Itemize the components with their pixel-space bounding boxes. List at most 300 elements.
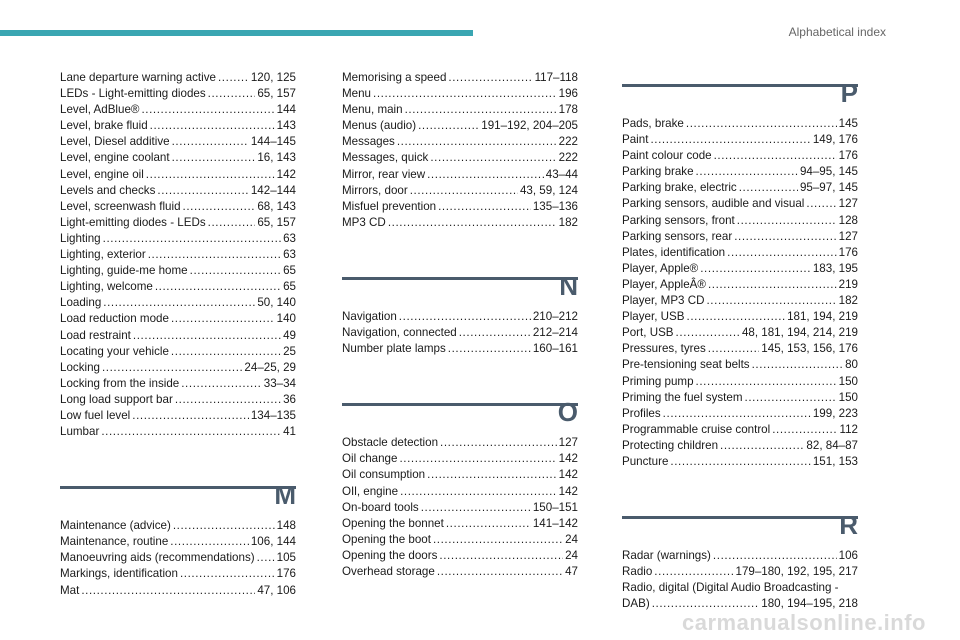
index-term: Priming the fuel system [622,390,743,404]
index-entry[interactable] [60,408,296,424]
index-entry[interactable] [60,328,296,344]
index-pages: 128 [838,213,858,227]
index-term: Locking from the inside [60,376,180,390]
dot-leader [663,406,811,422]
index-entry[interactable] [622,357,858,373]
dot-leader [696,164,798,180]
index-pages: 179–180, 192, 195, 217 [735,565,858,579]
index-term: Level, engine coolant [60,151,170,165]
index-entry[interactable] [342,167,578,183]
index-term: Menu [342,87,372,101]
index-term: Parking brake, electric [622,181,737,195]
index-term: Paint colour code [622,149,712,163]
index-entry[interactable] [622,164,858,180]
index-pages: 176 [838,245,858,259]
index-term: Locating your vehicle [60,344,169,358]
index-term: Mirrors, door [342,183,408,197]
dot-leader [714,148,837,164]
dot-leader [172,150,256,166]
section-letter: P [840,78,858,108]
index-pages: 151, 153 [812,454,858,468]
index-pages: 127 [558,436,578,450]
index-entry[interactable] [342,564,578,580]
index-entry[interactable] [622,309,858,325]
index-entry[interactable] [60,583,296,599]
index-pages: 191–192, 204–205 [481,119,578,133]
index-pages: 65 [283,280,296,294]
index-pages: 143 [276,119,296,133]
dot-leader [700,261,811,277]
index-pages: 95–97, 145 [799,181,858,195]
index-pages: 150–151 [532,500,578,514]
dot-leader [737,213,837,229]
index-term: Pressures, tyres [622,342,706,356]
dot-leader [439,548,563,564]
dot-leader [397,134,557,150]
index-term: Low fuel level [60,408,131,422]
index-entry[interactable] [622,341,858,357]
section-header-p [622,74,858,116]
index-pages: 145 [838,117,858,130]
index-entry[interactable] [60,86,296,102]
section-letter: O [557,397,578,428]
index-entry[interactable] [342,118,578,134]
dot-leader [102,360,242,376]
dot-leader [459,325,531,341]
index-term: Parking brake [622,165,694,179]
index-pages: 135–136 [532,199,578,213]
index-term: Pads, brake [622,117,684,130]
dot-leader [433,532,563,548]
dot-leader [373,86,557,102]
index-pages: 33–34 [263,376,296,390]
dot-leader [103,231,281,247]
index-entry[interactable] [622,390,858,406]
index-pages: 142–144 [250,183,296,197]
dot-leader [173,518,275,534]
dot-leader [399,309,531,325]
index-entry[interactable] [342,548,578,564]
index-term: Memorising a speed [342,71,447,84]
index-term: Opening the doors [342,548,438,562]
index-entry[interactable] [622,454,858,470]
dot-leader [650,132,810,148]
index-pages: 106 [838,549,858,563]
index-pages: 127 [838,197,858,211]
index-term: Mat [60,583,80,597]
dot-leader [696,374,837,390]
index-term: Mirror, rear view [342,167,426,181]
dot-leader [133,328,281,344]
dot-leader [448,70,532,86]
index-entry[interactable] [60,279,296,295]
section-gap [342,357,578,393]
dot-leader [170,534,249,550]
watermark: carmanualsonline.info [682,610,926,635]
index-term: Markings, identification [60,567,178,581]
index-term: Levels and checks [60,183,156,197]
dot-leader [421,500,531,516]
index-pages: 80 [845,358,858,372]
dot-leader [257,550,275,566]
dot-leader [175,392,281,408]
dot-leader [437,564,563,580]
index-entry[interactable] [342,150,578,166]
index-term: Level, AdBlue® [60,103,140,117]
dot-leader [155,279,281,295]
index-entry[interactable] [342,532,578,548]
index-term: Lighting, exterior [60,248,146,262]
index-term: Player, Apple® [622,261,699,275]
index-term: Navigation [342,309,397,323]
index-term: LEDs - Light-emitting diodes [60,87,206,101]
index-term: Parking sensors, front [622,213,735,227]
index-term: Priming pump [622,374,694,388]
index-pages: 120, 125 [250,71,296,84]
index-pages: 47 [565,564,578,578]
index-entry[interactable] [622,277,858,293]
index-pages: 212–214 [532,326,578,340]
dot-leader [172,134,249,150]
index-term: Menus (audio) [342,119,417,133]
index-entry[interactable] [622,229,858,245]
index-term: Light-emitting diodes - LEDs [60,215,206,229]
index-entry[interactable] [622,438,858,454]
index-term: On-board tools [342,500,419,514]
index-entry[interactable] [60,424,296,440]
index-entry[interactable] [60,167,296,183]
index-entry[interactable] [342,70,578,86]
index-term: Messages, quick [342,151,429,165]
index-entry[interactable] [60,295,296,311]
index-entry[interactable] [60,534,296,550]
index-entry[interactable] [60,360,296,376]
dot-leader [727,245,837,261]
index-pages: 182 [838,294,858,308]
index-term: Lighting, guide-me home [60,264,188,278]
index-pages: 222 [558,151,578,165]
index-pages: 141–142 [532,516,578,530]
index-entry[interactable] [342,309,578,325]
index-term: Paint [622,133,649,147]
index-pages: 180, 194–195, 218 [761,597,858,611]
index-term: Parking sensors, audible and visual [622,197,805,211]
dot-leader [208,86,256,102]
index-term: Manoeuvring aids (recommendations) [60,551,255,565]
dot-leader [745,390,837,406]
index-entry[interactable] [60,263,296,279]
index-entry[interactable] [60,183,296,199]
dot-leader [208,215,256,231]
index-pages: 176 [838,149,858,163]
index-entry[interactable] [342,435,578,451]
dot-leader [101,424,281,440]
index-term: Port, USB [622,326,674,340]
index-entry[interactable] [622,213,858,229]
index-entry[interactable] [622,325,858,341]
index-entry[interactable] [622,180,858,196]
index-entry[interactable] [622,196,858,212]
section-rule [342,277,578,280]
dot-leader [708,341,760,357]
index-pages: 142 [276,167,296,181]
index-term: Locking [60,360,100,374]
index-pages: 65, 157 [257,87,296,101]
index-pages: 47, 106 [257,583,296,597]
index-entry[interactable] [622,293,858,309]
index-term: Menu, main [342,103,403,117]
index-term: Puncture [622,454,669,468]
dot-leader [708,277,837,293]
index-term: Oil change [342,452,398,466]
index-entry[interactable] [342,102,578,118]
index-pages: 145, 153, 156, 176 [761,342,858,356]
index-term: Long load support bar [60,392,173,406]
dot-leader [687,309,786,325]
index-entry[interactable] [60,134,296,150]
index-pages: 94–95, 145 [799,165,858,179]
header-accent-bar [0,30,473,36]
section-letter: M [274,480,296,511]
dot-leader [446,516,531,532]
dot-leader [399,451,556,467]
dot-leader [772,422,837,438]
index-entry[interactable] [342,467,578,483]
index-entry[interactable] [342,516,578,532]
index-entry[interactable] [622,148,858,164]
index-term: Lumbar [60,425,100,439]
index-pages: 144 [276,103,296,117]
dot-leader [183,199,256,215]
index-pages: 16, 143 [257,151,296,165]
index-entry[interactable] [622,245,858,261]
index-pages: 112 [839,422,858,436]
dot-leader [427,467,557,483]
index-term: Level, engine oil [60,167,144,181]
index-column-1 [60,70,296,599]
index-term: Level, brake fluid [60,119,148,133]
index-column-2 [342,70,578,580]
index-pages: 43, 59, 124 [519,183,578,197]
index-pages: 210–212 [532,309,578,323]
index-pages: 183, 195 [812,261,858,275]
index-term: Messages [342,135,395,149]
index-term: Programmable cruise control [622,422,771,436]
dot-leader [157,183,248,199]
index-entry[interactable] [342,484,578,500]
index-term: Profiles [622,406,661,420]
index-pages: 36 [283,392,296,406]
index-entry[interactable] [622,564,858,580]
index-entry[interactable] [342,215,578,231]
index-pages: 106, 144 [250,535,296,549]
index-entry[interactable] [342,451,578,467]
index-entry[interactable] [622,548,858,564]
index-entry[interactable] [622,422,858,438]
dot-leader [218,70,249,86]
index-entry[interactable] [622,261,858,277]
section-letter: R [839,510,858,541]
index-term: Player, AppleÂ® [622,277,706,291]
page-header-title: Alphabetical index [788,25,886,39]
index-term: Opening the bonnet [342,516,444,530]
dot-leader [190,263,281,279]
dot-leader [670,454,810,470]
index-pages: 117–118 [534,71,578,84]
index-term: Pre-tensioning seat belts [622,358,750,372]
index-entry[interactable] [622,116,858,132]
index-entry[interactable] [622,406,858,422]
index-pages: 24 [565,532,578,546]
dot-leader [427,167,544,183]
index-term: Lighting [60,231,101,245]
index-term: Opening the boot [342,532,431,546]
index-entry[interactable] [622,580,858,596]
index-pages: 160–161 [532,342,578,356]
index-pages: 196 [558,87,578,101]
index-entry[interactable] [60,550,296,566]
index-column-3 [622,74,858,612]
section-header-m [60,476,296,518]
dot-leader [438,199,531,215]
index-entry[interactable] [60,376,296,392]
index-term: Plates, identification [622,245,726,259]
index-pages: 149, 176 [812,133,858,147]
index-pages: 144–145 [250,135,296,149]
index-pages: 65 [283,264,296,278]
section-gap [60,440,296,476]
section-rule [622,516,858,519]
section-letter: N [559,270,578,301]
index-entry[interactable] [622,374,858,390]
index-entry[interactable] [342,325,578,341]
index-term: Number plate lamps [342,342,446,356]
index-pages: 127 [838,229,858,243]
dot-leader [448,341,531,357]
index-term: MP3 CD [342,215,386,229]
index-pages: 82, 84–87 [806,438,858,452]
index-pages: 219 [838,277,858,291]
index-entry[interactable] [60,150,296,166]
dot-leader [171,344,281,360]
index-entry[interactable] [342,183,578,199]
index-pages: 176 [276,567,296,581]
index-entry[interactable] [60,311,296,327]
index-pages: 24–25, 29 [244,360,296,374]
index-entry[interactable] [60,231,296,247]
index-term: Level, screenwash fluid [60,199,181,213]
index-pages: 178 [558,103,578,117]
dot-leader [752,357,843,373]
index-pages: 49 [283,328,296,342]
dot-leader [706,293,836,309]
dot-leader [81,583,255,599]
index-pages: 148 [276,519,296,533]
index-term: Player, MP3 CD [622,294,705,308]
index-entry[interactable] [342,500,578,516]
index-pages: 134–135 [250,408,296,422]
index-term: Oil consumption [342,468,426,482]
index-pages: 50, 140 [257,296,296,310]
dot-leader [103,295,255,311]
index-entry[interactable] [60,70,296,86]
index-term: Lighting, welcome [60,280,153,294]
index-pages: 142 [558,484,578,498]
dot-leader [806,196,836,212]
dot-leader [720,438,804,454]
index-entry[interactable] [60,102,296,118]
index-pages: 25 [283,344,296,358]
section-header-r [622,506,858,548]
index-term: Radio, digital (Digital Audio Broadcasting - [622,581,839,595]
index-pages: 222 [558,135,578,149]
index-entry[interactable] [60,392,296,408]
index-entry[interactable] [60,215,296,231]
index-term: Obstacle detection [342,436,439,450]
index-term: Misfuel prevention [342,199,437,213]
index-term: Load reduction mode [60,312,169,326]
dot-leader [146,167,275,183]
section-gap [622,470,858,506]
index-entry[interactable] [342,86,578,102]
index-term: Maintenance (advice) [60,519,171,533]
section-rule [342,403,578,406]
dot-leader [713,548,837,564]
index-entry[interactable] [342,341,578,357]
index-term: Radio [622,565,653,579]
index-entry[interactable] [60,247,296,263]
section-header-o [342,393,578,435]
dot-leader [132,408,249,424]
index-entry[interactable] [342,199,578,215]
index-term: Navigation, connected [342,326,457,340]
dot-leader [141,102,274,118]
index-pages: 150 [838,374,858,388]
index-term: Level, Diesel additive [60,135,170,149]
index-pages: 105 [276,551,296,565]
section-rule [622,84,858,87]
index-pages: 181, 194, 219 [787,310,858,324]
index-term: Parking sensors, rear [622,229,733,243]
index-pages: 63 [283,231,296,245]
index-pages: 182 [558,215,578,229]
index-term: OIl, engine [342,484,399,498]
dot-leader [686,116,837,132]
dot-leader [676,325,740,341]
dot-leader [400,484,557,500]
index-entry[interactable] [60,518,296,534]
dot-leader [180,566,275,582]
dot-leader [734,229,836,245]
index-pages: 41 [283,425,296,439]
index-pages: 142 [558,468,578,482]
index-pages: 65, 157 [257,215,296,229]
index-pages: 24 [565,548,578,562]
dot-leader [405,102,557,118]
index-entry[interactable] [60,118,296,134]
index-entry[interactable] [60,566,296,582]
index-entry[interactable] [60,199,296,215]
dot-leader [418,118,479,134]
index-pages: 142 [558,452,578,466]
index-entry[interactable] [60,344,296,360]
index-term: DAB) [622,597,650,611]
index-entry[interactable] [622,132,858,148]
index-pages: 68, 143 [257,199,296,213]
dot-leader [150,118,275,134]
index-entry[interactable] [342,134,578,150]
index-term: Loading [60,296,102,310]
